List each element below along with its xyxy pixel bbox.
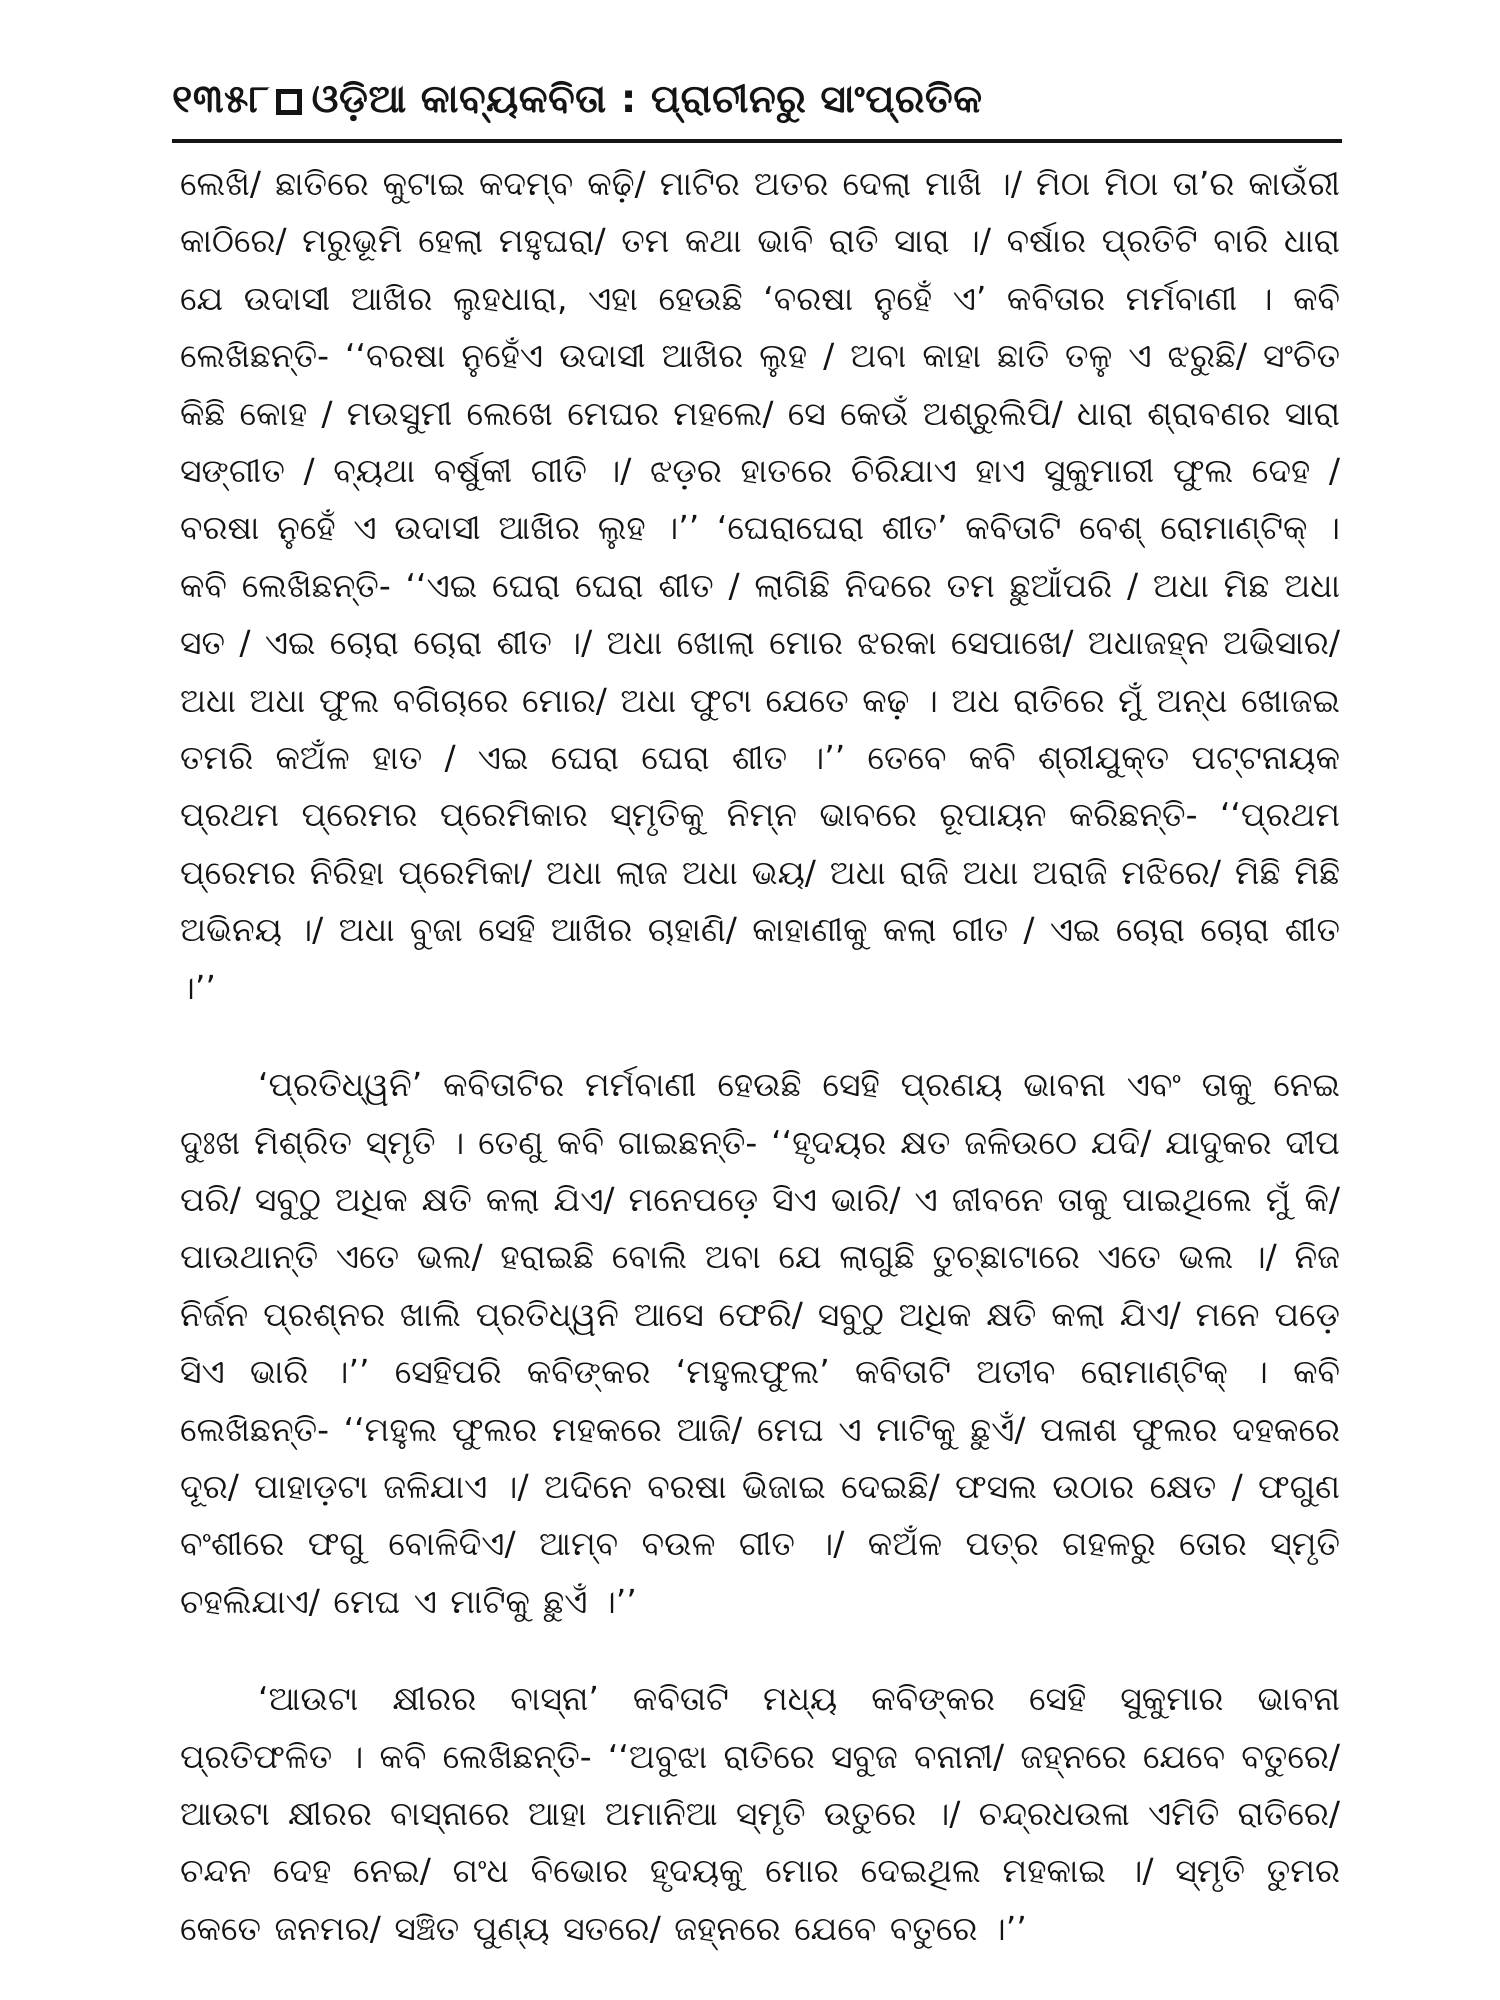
paragraph-3: ‘ଆଉଟା କ୍ଷୀରର ବାସ୍ନା’ କବିତାଟି ମଧ୍ୟ କବିଙ୍କର ସେହି ସୁକୁମାର ଭାବନା ପ୍ରତିଫଳିତ । କବି ଲେଖିଛନ୍ତି- ‘‘ଅବୁଝା ରାତିରେ ସବୁଜ ବନାନୀ/ ଜହ୍ନରେ ଯେବେ ବତୁରେ/ ଆଉଟା କ୍ଷୀରର ବାସ୍ନାରେ ଆହା ଅମାନିଆ ସ୍ମୃତି ଉତୁରେ ।/ ଚନ୍ଦ୍ରଧଉଳା ଏମିତି ରାତିରେ/ ଚନ୍ଦନ ଦେହ ନେଇ/ ଗଂଧ ବିଭୋର ହୃଦୟକୁ ମୋର ଦେଇଥିଲ ମହକାଇ ।/ ସ୍ମୃତି ତୁମର କେତେ ଜନମର/ ସଞ୍ଚିତ ପୁଣ୍ୟ ସତରେ/ ଜହ୍ନରେ ଯେବେ ବତୁରେ ।’’ bbox=[180, 1679, 1340, 1948]
running-header bbox=[172, 70, 1342, 130]
paragraph-2: ‘ପ୍ରତିଧ୍ୱନି’ କବିତାଟିର ମର୍ମବାଣୀ ହେଉଛି ସେହି ପ୍ରଣୟ ଭାବନା ଏବଂ ତାକୁ ନେଇ ଦୁଃଖ ମିଶ୍ରିତ ସ୍ମୃତି । ତେଣୁ କବି ଗାଇଛନ୍ତି- ‘‘ହୃଦୟର କ୍ଷତ ଜଳିଉଠେ ଯଦି/ ଯାଦୁକର ଦୀପ ପରି/ ସବୁଠୁ ଅଧିକ କ୍ଷତି କଲା ଯିଏ/ ମନେପଡ଼େ ସିଏ ଭାରି/ ଏ ଜୀବନେ ତାକୁ ପାଇଥିଲେ ମୁଁ କି/ ପାଉଥାନ୍ତି ଏତେ ଭଲ/ ହରାଇଛି ବୋଲି ଅବା ଯେ ଲାଗୁଛି ତୁଚ୍ଛାଟାରେ ଏତେ ଭଲ ।/ ନିଜ ନିର୍ଜନ ପ୍ରଶ୍ନର ଖାଲି ପ୍ରତିଧ୍ୱନି ଆସେ ଫେରି/ ସବୁଠୁ ଅଧିକ କ୍ଷତି କଲା ଯିଏ/ ମନେ ପଡ଼େ ସିଏ ଭାରି ।’’ ସେହିପରି କବିଙ୍କର ‘ମହୁଲଫୁଲ’ କବିତାଟି ଅତୀବ ରୋମାଣ୍ଟିକ୍ । କବି ଲେଖିଛନ୍ତି- ‘‘ମହୁଲ ଫୁଲର ମହକରେ ଆଜି/ ମେଘ ଏ ମାଟିକୁ ଛୁଏଁ/ ପଳାଶ ଫୁଲର ଦହକରେ ଦୂର/ ପାହାଡ଼ଟା ଜଳିଯାଏ ।/ ଅଦିନେ ବରଷା ଭିଜାଇ ଦେଇଛି/ ଫସଲ ଉଠାର କ୍ଷେତ / ଫଗୁଣ ବଂଶୀରେ ଫଗୁ ବୋଳିଦିଏ/ ଆମ୍ବ ବଉଳ ଗୀତ ।/ କଅଁଳ ପତ୍ର ଗହଳରୁ ତୋର ସ୍ମୃତି ଚହଲିଯାଏ/ ମେଘ ଏ ମାଟିକୁ ଛୁଏଁ ।’’ bbox=[180, 1065, 1340, 1621]
page-number: ୧୩୫୮ bbox=[172, 77, 270, 122]
header-rule bbox=[172, 139, 1342, 143]
book-title: ଓଡ଼ିଆ କାବ୍ୟକବିତା : ପ୍ରାଚୀନରୁ ସାଂପ୍ରତିକ bbox=[311, 77, 983, 122]
square-separator-icon bbox=[276, 89, 302, 115]
paragraph-1: ଲେଖି/ ଛାତିରେ କୁଟାଇ କଦମ୍ବ କଢ଼ି/ ମାଟିର ଅତର ଦେଲା ମାଖି ।/ ମିଠା ମିଠା ତା’ର କାଉଁରୀ କାଠିରେ/ ମରୁଭୂମି ହେଲା ମହୁଘରା/ ତମ କଥା ଭାବି ରାତି ସାରା ।/ ବର୍ଷାର ପ୍ରତିଟି ବାରି ଧାରା ଯେ ଉଦାସୀ ଆଖିର ଲୁହଧାରା, ଏହା ହେଉଛି ‘ବରଷା ନୁହେଁ ଏ’ କବିତାର ମର୍ମବାଣୀ । କବି ଲେଖିଛନ୍ତି- ‘‘ବରଷା ନୁହେଁଏ ଉଦାସୀ ଆଖିର ଲୁହ / ଅବା କାହା ଛାତି ତଳୁ ଏ ଝରୁଛି/ ସଂଚିତ କିଛି କୋହ / ମଉସୁମୀ ଲେଖେ ମେଘର ମହଲେ/ ସେ କେଉଁ ଅଶ୍ରୁଲିପି/ ଧାରା ଶ୍ରାବଣର ସାରା ସଙ୍ଗୀତ / ବ୍ୟଥା ବର୍ଷୁକୀ ଗୀତି ।/ ଝଡ଼ର ହାତରେ ଚିରିଯାଏ ହାଏ ସୁକୁମାରୀ ଫୁଲ ଦେହ / ବରଷା ନୁହେଁ ଏ ଉଦାସୀ ଆଖିର ଲୁହ ।’’ ‘ଘେରାଘେରା ଶୀତ’ କବିତାଟି ବେଶ୍ ରୋମାଣ୍ଟିକ୍ । କବି ଲେଖିଛନ୍ତି- ‘‘ଏଇ ଘେରା ଘେରା ଶୀତ / ଲାଗିଛି ନିଦରେ ତମ ଛୁଆଁପରି / ଅଧା ମିଛ ଅଧା ସତ / ଏଇ ଚୋରା ଚୋରା ଶୀତ ।/ ଅଧା ଖୋଲା ମୋର ଝରକା ସେପାଖେ/ ଅଧାଜହ୍ନ ଅଭିସାର/ ଅଧା ଅଧା ଫୁଲ ବଗିଚାରେ ମୋର/ ଅଧା ଫୁଟା ଯେତେ କଢ଼ । ଅଧ ରାତିରେ ମୁଁ ଅନ୍ଧ ଖୋଜଇ ତମରି କଅଁଳ ହାତ / ଏଇ ଘେରା ଘେରା ଶୀତ ।’’ ତେବେ କବି ଶ୍ରୀଯୁକ୍ତ ପଟ୍ଟନାୟକ ପ୍ରଥମ ପ୍ରେମର ପ୍ରେମିକାର ସ୍ମୃତିକୁ ନିମ୍ନ ଭାବରେ ରୂପାୟନ କରିଛନ୍ତି- ‘‘ପ୍ରଥମ ପ୍ରେମର ନିରିହା ପ୍ରେମିକା/ ଅଧା ଲାଜ ଅଧା ଭୟ/ ଅଧା ରାଜି ଅଧା ଅରାଜି ମଝିରେ/ ମିଛି ମିଛି ଅଭିନୟ ।/ ଅଧା ବୁଜା ସେହି ଆଖିର ଚାହାଣି/ କାହାଣୀକୁ କଲା ଗୀତ / ଏଇ ଚୋରା ଚୋରା ଶୀତ ।’’ bbox=[180, 164, 1340, 1007]
body-text bbox=[180, 155, 1340, 1955]
